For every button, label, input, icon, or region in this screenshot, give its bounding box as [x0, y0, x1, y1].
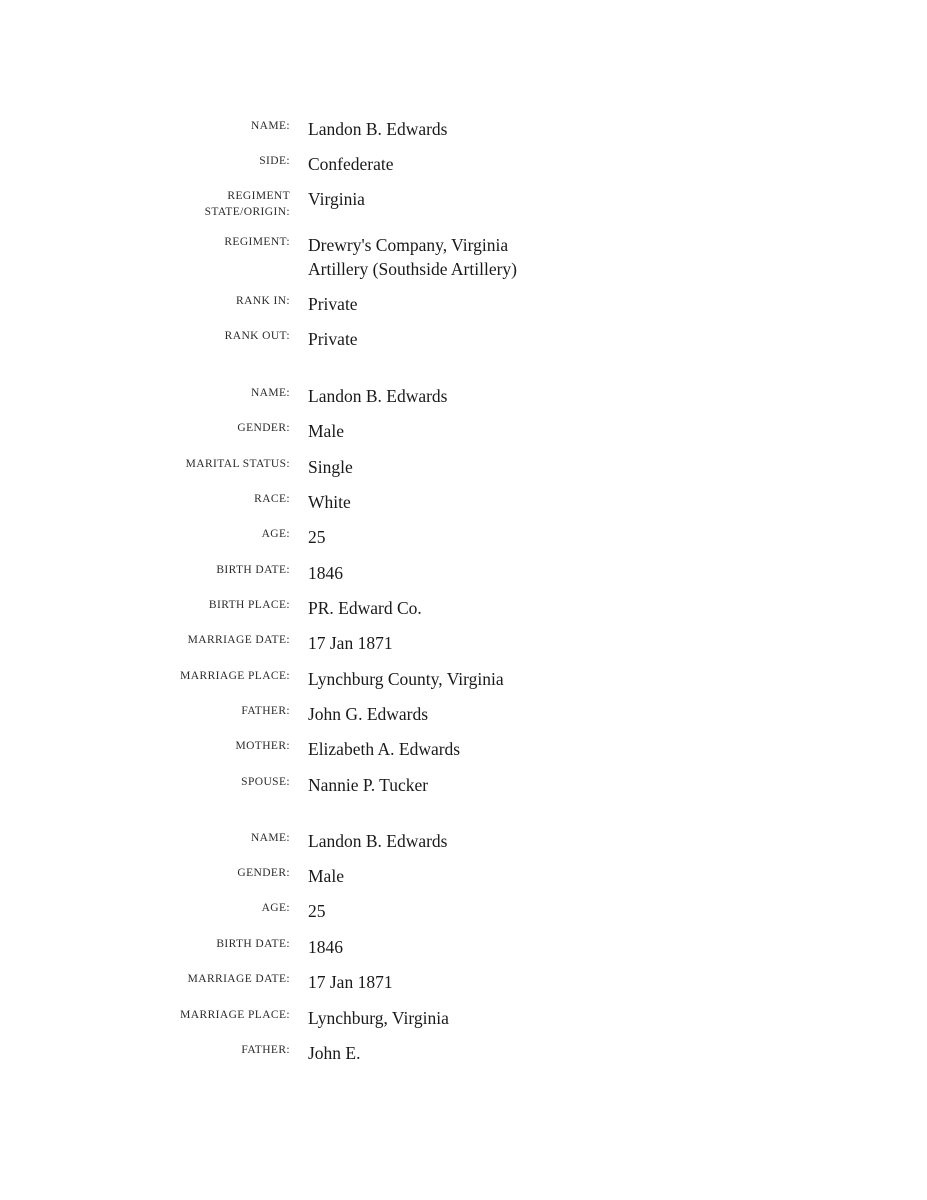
field-value: Landon B. Edwards — [308, 386, 448, 406]
field-label: BIRTH PLACE: — [208, 599, 290, 611]
field-value: 25 — [308, 901, 326, 921]
field-label: GENDER: — [237, 867, 290, 879]
field-label: BIRTH DATE: — [216, 938, 290, 950]
field-value: Lynchburg County, Virginia — [308, 669, 504, 689]
field-label: RANK OUT: — [224, 330, 290, 342]
field-value: Private — [308, 329, 358, 349]
field-value: 1846 — [308, 937, 343, 957]
field-value: Confederate — [308, 154, 394, 174]
field-value: Male — [308, 866, 344, 886]
field-label: FATHER: — [241, 1044, 290, 1056]
field-label: NAME: — [250, 387, 290, 399]
field-label — [90, 188, 290, 220]
field-value — [308, 233, 608, 281]
field-label: BIRTH DATE: — [216, 564, 290, 576]
field-label: SPOUSE: — [241, 776, 290, 788]
field-label: REGIMENT: — [224, 236, 290, 248]
field-value: Nannie P. Tucker — [308, 775, 429, 795]
field-value: Male — [308, 421, 344, 441]
field-label: SIDE: — [259, 155, 290, 167]
field-value: 17 Jan 1871 — [308, 972, 393, 992]
field-label: NAME: — [250, 120, 290, 132]
field-value-line: Drewry's Company, Virginia — [308, 235, 509, 255]
field-value: John E. — [308, 1043, 361, 1063]
field-value: Landon B. Edwards — [308, 119, 448, 139]
field-value: PR. Edward Co. — [308, 598, 422, 618]
field-value: 1846 — [308, 563, 343, 583]
field-label: RANK IN: — [236, 295, 290, 307]
field-label: MARITAL STATUS: — [185, 458, 290, 470]
field-label-line: STATE/ORIGIN: — [204, 206, 290, 218]
field-label: MARRIAGE PLACE: — [180, 1009, 290, 1021]
field-value: Lynchburg, Virginia — [308, 1008, 449, 1028]
field-label: MARRIAGE PLACE: — [180, 670, 290, 682]
field-value-line: Artillery (Southside Artillery) — [308, 259, 517, 279]
field-label: GENDER: — [237, 422, 290, 434]
field-label-line: REGIMENT — [227, 190, 290, 202]
field-label: AGE: — [261, 528, 290, 540]
field-label: MOTHER: — [235, 740, 290, 752]
field-label: MARRIAGE DATE: — [187, 634, 290, 646]
field-value: 17 Jan 1871 — [308, 633, 393, 653]
field-value: Virginia — [308, 189, 365, 209]
field-label: MARRIAGE DATE: — [187, 973, 290, 985]
field-label: AGE: — [261, 902, 290, 914]
field-value: White — [308, 492, 351, 512]
field-label: RACE: — [254, 493, 290, 505]
field-value: Private — [308, 294, 358, 314]
field-value: 25 — [308, 527, 326, 547]
field-value: John G. Edwards — [308, 704, 429, 724]
field-value: Landon B. Edwards — [308, 831, 448, 851]
field-label: NAME: — [250, 832, 290, 844]
field-label: FATHER: — [241, 705, 290, 717]
field-value: Single — [308, 457, 353, 477]
field-value: Elizabeth A. Edwards — [308, 739, 461, 759]
